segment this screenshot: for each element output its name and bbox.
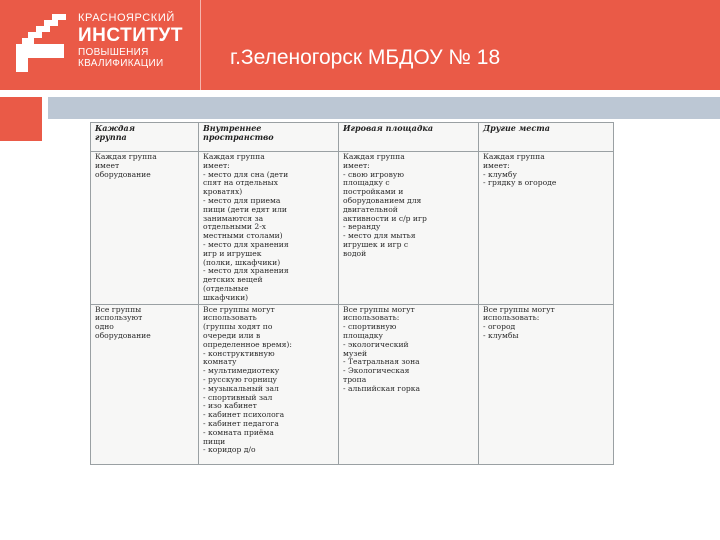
cell-line: имеет:: [203, 160, 230, 170]
cell-line: имеет: [95, 160, 120, 170]
header-cell-interior: [199, 123, 339, 152]
cell-line: - свою игровую: [343, 169, 404, 179]
cell-line: (группы ходят по: [203, 322, 273, 332]
cell-line: Все группы могут: [203, 304, 275, 314]
cell-line: имеет:: [343, 160, 370, 170]
cell-line: пищи: [203, 436, 226, 446]
cell-line: - конструктивную: [203, 348, 275, 358]
cell-line: - место для приема: [203, 195, 281, 205]
cell-line: - русскую горницу: [203, 374, 277, 384]
cell-line: Все группы: [95, 304, 142, 314]
cell-line: Каждая группа: [203, 152, 265, 161]
cell-line: кроватях): [203, 187, 243, 197]
cell-line: Все группы могут: [483, 304, 555, 314]
cell-line: оборудованием для: [343, 195, 422, 205]
cell-line: имеет:: [483, 160, 510, 170]
table-cell: [91, 304, 199, 464]
cell-line: - клумбу: [483, 169, 517, 179]
table-row: [91, 152, 614, 305]
cell-line: оборудование: [95, 330, 151, 340]
cell-line: одно: [95, 322, 114, 332]
cell-line: - изо кабинет: [203, 401, 257, 411]
side-accent-block: [0, 97, 42, 141]
cell-line: Другие места: [483, 123, 550, 133]
logo-line-2: ИНСТИТУТ: [78, 25, 183, 46]
table-cell: [479, 152, 614, 305]
cell-line: комнату: [203, 357, 237, 367]
table-cell: [479, 304, 614, 464]
logo-line-4: КВАЛИФИКАЦИИ: [78, 58, 164, 69]
cell-line: - кабинет педагога: [203, 418, 279, 428]
cell-line: занимаются за: [203, 213, 264, 223]
cell-line: Каждая группа: [95, 152, 157, 161]
cell-line: - музыкальный зал: [203, 383, 279, 393]
cell-line: водой: [343, 248, 367, 258]
table-cell: [339, 152, 479, 305]
cell-line: - Экологическая: [343, 366, 410, 376]
cell-line: местными столами): [203, 231, 283, 241]
header-cell-other-places: [479, 123, 614, 152]
cell-line: - веранду: [343, 222, 381, 232]
cell-line: используют: [95, 313, 143, 323]
cell-line: определенное время):: [203, 339, 292, 349]
cell-line: - огород: [483, 322, 516, 332]
cell-line: площадку: [343, 330, 383, 340]
cell-line: - место для сна (дети: [203, 169, 289, 179]
cell-line: - место для хранения: [203, 239, 289, 249]
cell-line: музей: [343, 348, 368, 358]
cell-line: - альпийская горка: [343, 383, 421, 393]
cell-line: - мультимедиотеку: [203, 366, 280, 376]
cell-line: шкафчики): [203, 292, 249, 302]
logo-line-3: ПОВЫШЕНИЯ: [78, 47, 149, 58]
cell-line: использовать:: [343, 313, 400, 323]
cell-line: игрушек и игр с: [343, 239, 409, 249]
cell-line: использовать:: [483, 313, 540, 323]
cell-line: - спортивный зал: [203, 392, 273, 402]
institute-logo-icon: [14, 14, 66, 76]
table-cell: [199, 304, 339, 464]
table-header-row: [91, 123, 614, 152]
cell-line: очереди или в: [203, 330, 261, 340]
cell-line: - комната приёма: [203, 427, 274, 437]
cell-line: Внутреннее: [203, 123, 262, 133]
cell-line: использовать: [203, 313, 257, 323]
header-cell-playground: [339, 123, 479, 152]
cell-line: игр и игрушек: [203, 248, 262, 258]
cell-line: - кабинет психолога: [203, 410, 285, 420]
space-usage-table: [90, 122, 614, 465]
cell-line: площадку с: [343, 178, 390, 188]
cell-line: - Театральная зона: [343, 357, 420, 367]
cell-line: двигательной: [343, 204, 398, 214]
institute-name: [78, 13, 183, 69]
cell-line: (полки, шкафчики): [203, 257, 281, 267]
logo-line-1: КРАСНОЯРСКИЙ: [78, 12, 175, 24]
cell-line: спят на отдельных: [203, 178, 279, 188]
cell-line: детских вещей: [203, 275, 263, 285]
scanned-table-document: [90, 122, 613, 465]
cell-line: - место для мытья: [343, 231, 416, 241]
cell-line: - коридор д/о: [203, 445, 256, 455]
cell-line: пространство: [203, 132, 274, 143]
page-title: г.Зеленогорск МБДОУ № 18: [230, 46, 501, 69]
cell-line: Каждая: [95, 123, 136, 133]
cell-line: активности и с/р игр: [343, 213, 427, 223]
cell-line: оборудование: [95, 169, 151, 179]
cell-line: пищи (дети едят или: [203, 204, 287, 214]
cell-line: - место для хранения: [203, 266, 289, 276]
table-cell: [91, 152, 199, 305]
cell-line: (отдельные: [203, 283, 249, 293]
cell-line: Каждая группа: [483, 152, 545, 161]
cell-line: - спортивную: [343, 322, 397, 332]
header-bar: [0, 0, 720, 90]
header-cell-group: [91, 123, 199, 152]
cell-line: Игровая площадка: [343, 123, 434, 133]
cell-line: - грядку в огороде: [483, 178, 557, 188]
cell-line: - клумбы: [483, 330, 519, 340]
table-row: [91, 304, 614, 464]
table-cell: [339, 304, 479, 464]
cell-line: отдельными 2-х: [203, 222, 267, 232]
content-top-bar: [48, 97, 720, 119]
header-divider: [200, 0, 201, 90]
table-cell: [199, 152, 339, 305]
cell-line: группа: [95, 132, 127, 143]
cell-line: тропа: [343, 374, 367, 384]
cell-line: Все группы могут: [343, 304, 415, 314]
cell-line: постройками и: [343, 187, 404, 197]
cell-line: Каждая группа: [343, 152, 405, 161]
cell-line: - экологический: [343, 339, 409, 349]
